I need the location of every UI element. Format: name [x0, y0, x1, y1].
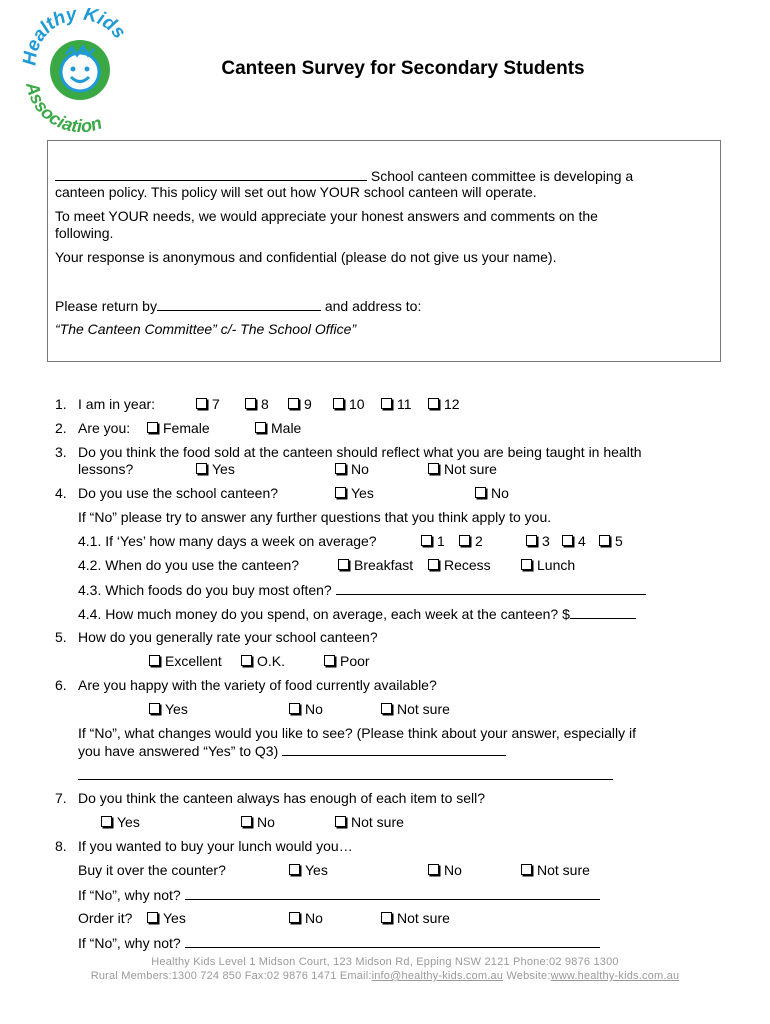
q8-why-not-2: If “No”, why not? — [78, 934, 600, 951]
q1-text: I am in year: — [78, 396, 156, 412]
checkbox-icon — [521, 559, 532, 570]
q8-order-label: Order it? — [78, 910, 133, 926]
q44-answer-blank[interactable] — [570, 605, 636, 619]
checkbox-icon — [149, 655, 160, 666]
checkbox-icon — [428, 559, 439, 570]
svg-text:Association: Association — [22, 80, 105, 132]
q8-order-option-no[interactable]: No — [289, 910, 323, 926]
checkbox-icon — [241, 816, 252, 827]
q8-why-not-2-blank[interactable] — [185, 934, 600, 948]
q2-option-female[interactable]: Female — [147, 420, 210, 436]
q5-option-ok[interactable]: O.K. — [241, 653, 285, 669]
q8-order-option-not-sure[interactable]: Not sure — [381, 910, 450, 926]
q3-number: 3. — [55, 444, 67, 460]
checkbox-icon — [196, 398, 207, 409]
q1-number: 1. — [55, 396, 67, 412]
q44-text: 4.4. How much money do you spend, on average, each week at the canteen? $ — [78, 605, 636, 622]
checkbox-icon — [381, 703, 392, 714]
q3-text-line-1: Do you think the food sold at the canteen should reflect what you are being taught in health — [78, 444, 642, 460]
checkbox-icon — [335, 487, 346, 498]
q1-option-9[interactable]: 9 — [288, 396, 312, 412]
q5-option-poor[interactable]: Poor — [324, 653, 370, 669]
checkbox-icon — [241, 655, 252, 666]
checkbox-icon — [335, 463, 346, 474]
intro-paragraph-1-line-2: canteen policy. This policy will set out how YOUR school canteen will operate. — [55, 184, 537, 200]
q41-option-3[interactable]: 3 — [526, 533, 550, 549]
school-name-blank[interactable] — [55, 167, 367, 181]
checkbox-icon — [475, 487, 486, 498]
checkbox-icon — [149, 703, 160, 714]
checkbox-icon — [381, 398, 392, 409]
checkbox-icon — [428, 398, 439, 409]
footer-address: Healthy Kids Level 1 Midson Court, 123 Midson Rd, Epping NSW 2121 Phone:02 9876 1300 — [151, 956, 619, 968]
checkbox-icon — [147, 912, 158, 923]
checkbox-icon — [421, 535, 432, 546]
q2-text: Are you: — [78, 420, 131, 436]
q8-text: If you wanted to buy your lunch would you… — [78, 838, 353, 854]
checkbox-icon — [324, 655, 335, 666]
q7-option-yes[interactable]: Yes — [101, 814, 140, 830]
q4-number: 4. — [55, 485, 67, 501]
checkbox-icon — [288, 398, 299, 409]
q7-text: Do you think the canteen always has enough of each item to sell? — [78, 790, 486, 806]
svg-text:Healthy Kids: Healthy Kids — [19, 8, 130, 67]
q42-text: 4.2. When do you use the canteen? — [78, 557, 300, 573]
q2-number: 2. — [55, 420, 67, 436]
q6-answer-line[interactable] — [78, 779, 613, 780]
q8-counter-option-not-sure[interactable]: Not sure — [521, 862, 590, 878]
intro-paragraph-3: Your response is anonymous and confidential (please do not give us your name). — [55, 249, 557, 265]
q6-option-not-sure[interactable]: Not sure — [381, 701, 450, 717]
q41-text: 4.1. If ‘Yes’ how many days a week on average? — [78, 533, 377, 549]
q6-followup-line-2: you have answered “Yes” to Q3) — [78, 742, 506, 759]
q6-answer-blank[interactable] — [282, 742, 506, 756]
q42-option-breakfast[interactable]: Breakfast — [338, 557, 413, 573]
q8-why-not-1-blank[interactable] — [185, 886, 600, 900]
q5-text: How do you generally rate your school canteen? — [78, 629, 378, 645]
q8-why-not-1: If “No”, why not? — [78, 886, 600, 903]
q1-option-11[interactable]: 11 — [381, 396, 412, 412]
q5-option-excellent[interactable]: Excellent — [149, 653, 222, 669]
q6-number: 6. — [55, 677, 67, 693]
q8-number: 8. — [55, 838, 67, 854]
checkbox-icon — [333, 398, 344, 409]
page-title: Canteen Survey for Secondary Students — [221, 58, 585, 79]
checkbox-icon — [255, 422, 266, 433]
footer-contact: Rural Members:1300 724 850 Fax:02 9876 1471 Email:info@healthy-kids.com.au Website:www.healthy-kids.com.au — [90, 970, 680, 982]
q8-order-option-yes[interactable]: Yes — [147, 910, 186, 926]
q8-counter-label: Buy it over the counter? — [78, 862, 226, 878]
checkbox-icon — [101, 816, 112, 827]
checkbox-icon — [428, 463, 439, 474]
q8-counter-option-no[interactable]: No — [428, 862, 462, 878]
return-date-blank[interactable] — [157, 297, 321, 311]
return-line: Please return by and address to: — [55, 298, 422, 314]
q41-option-1[interactable]: 1 — [421, 533, 445, 549]
checkbox-icon — [338, 559, 349, 570]
checkbox-icon — [459, 535, 470, 546]
checkbox-icon — [289, 864, 300, 875]
q1-option-10[interactable]: 10 — [333, 396, 365, 412]
q1-option-8[interactable]: 8 — [245, 396, 269, 412]
checkbox-icon — [526, 535, 537, 546]
intro-paragraph-2-line-2: following. — [55, 225, 114, 241]
q4-text: Do you use the school canteen? — [78, 485, 279, 501]
q43-answer-blank[interactable] — [336, 581, 646, 595]
checkbox-icon — [289, 912, 300, 923]
q41-option-4[interactable]: 4 — [562, 533, 586, 549]
checkbox-icon — [428, 864, 439, 875]
q4-option-yes[interactable]: Yes — [335, 485, 374, 501]
q8-counter-option-yes[interactable]: Yes — [289, 862, 328, 878]
q1-option-12[interactable]: 12 — [428, 396, 460, 412]
checkbox-icon — [599, 535, 610, 546]
intro-paragraph-2-line-1: To meet YOUR needs, we would appreciate your honest answers and comments on the — [55, 208, 598, 224]
intro-paragraph-1-line-1: School canteen committee is developing a — [55, 167, 633, 184]
q43-text: 4.3. Which foods do you buy most often? — [78, 581, 646, 598]
checkbox-icon — [381, 912, 392, 923]
q3-option-not-sure[interactable]: Not sure — [428, 461, 497, 477]
checkbox-icon — [335, 816, 346, 827]
q7-option-no[interactable]: No — [241, 814, 275, 830]
q4-note: If “No” please try to answer any further questions that you think apply to you. — [78, 509, 552, 525]
q41-option-5[interactable]: 5 — [599, 533, 623, 549]
checkbox-icon — [289, 703, 300, 714]
q4-option-no[interactable]: No — [475, 485, 509, 501]
footer-website-link[interactable]: www.healthy-kids.com.au — [550, 970, 680, 982]
q6-option-yes[interactable]: Yes — [149, 701, 188, 717]
footer-email-link[interactable]: info@healthy-kids.com.au — [371, 970, 504, 982]
checkbox-icon — [562, 535, 573, 546]
q7-number: 7. — [55, 790, 67, 806]
checkbox-icon — [147, 422, 158, 433]
q2-option-male[interactable]: Male — [255, 420, 301, 436]
checkbox-icon — [521, 864, 532, 875]
q6-text: Are you happy with the variety of food currently available? — [78, 677, 437, 693]
checkbox-icon — [196, 463, 207, 474]
checkbox-icon — [245, 398, 256, 409]
q5-number: 5. — [55, 629, 67, 645]
q7-option-not-sure[interactable]: Not sure — [335, 814, 404, 830]
q41-option-2[interactable]: 2 — [459, 533, 483, 549]
q6-followup-line-1: If “No”, what changes would you like to see? (Please think about your answer, especially if — [78, 725, 636, 741]
q3-option-yes[interactable]: Yes — [196, 461, 235, 477]
q3-text-line-2: lessons? — [78, 461, 134, 477]
return-address: “The Canteen Committee” c/- The School Office” — [55, 321, 357, 337]
q6-option-no[interactable]: No — [289, 701, 323, 717]
q42-option-lunch[interactable]: Lunch — [521, 557, 575, 573]
q1-option-7[interactable]: 7 — [196, 396, 220, 412]
q3-option-no[interactable]: No — [335, 461, 369, 477]
q42-option-recess[interactable]: Recess — [428, 557, 491, 573]
